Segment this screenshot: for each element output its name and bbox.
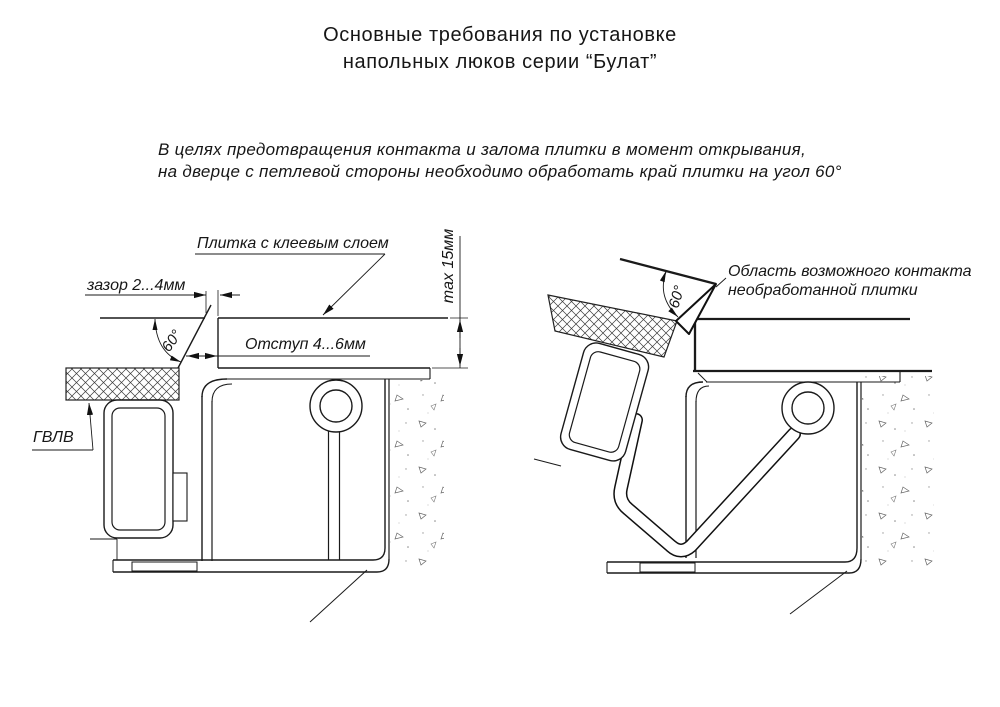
door-profile-inner — [112, 408, 165, 530]
label-tile-glue: Плитка с клеевым слоем — [197, 235, 389, 252]
frame-corner-arc — [202, 379, 227, 397]
label-offset: Отступ 4...6мм — [245, 336, 366, 353]
frame-flange-chamfer — [698, 373, 707, 382]
leader-tile-glue — [323, 254, 385, 315]
frame-bottom-corner-outer — [377, 559, 389, 572]
door-step-bracket — [173, 473, 187, 521]
frame-bottom-corner — [373, 548, 385, 560]
label-gap: зазор 2...4мм — [87, 277, 186, 294]
break-line — [790, 571, 847, 614]
note-line2: на дверце с петлевой стороны необходимо обработать край плитки на угол 60° — [158, 162, 842, 181]
frame-seat-plate — [132, 562, 197, 571]
leader-contact — [716, 278, 726, 287]
label-contact-line1: Область возможного контакта — [728, 263, 972, 280]
hinge-arm-fill — [620, 420, 794, 551]
leader-gvl — [89, 403, 93, 450]
hinge-circle-inner — [792, 392, 824, 424]
frame-corner-arc-inner — [212, 384, 232, 402]
door-tile-surface-line — [620, 259, 716, 284]
frame-seat-plate — [640, 563, 695, 572]
label-angle-right: 60° — [665, 283, 689, 311]
frame-bottom-corner — [845, 548, 857, 562]
gvl-hatch-block — [66, 368, 179, 400]
label-angle-left: 60° — [158, 326, 186, 356]
dim-angle-arrow — [660, 271, 666, 282]
note-line1: В целях предотвращения контакта и залома плитки в момент открывания, — [158, 140, 807, 159]
label-gvl: ГВЛВ — [33, 429, 74, 446]
label-contact-line2: необработанной плитки — [728, 282, 918, 299]
floor-edge-stub — [534, 459, 561, 466]
dim-angle-arrow — [170, 356, 181, 362]
break-line — [310, 570, 367, 622]
concrete-hatch-right — [862, 376, 934, 566]
right-section-view — [534, 259, 934, 614]
concrete-hatch-left — [390, 380, 444, 566]
drawing-title-line2: напольных люков серии “Булат” — [342, 51, 658, 73]
hinge-circle-inner — [320, 390, 352, 422]
frame-corner-arc-inner — [696, 386, 709, 402]
drawing-title-line1: Основные требования по установке — [323, 24, 677, 46]
label-max-height: max 15мм — [440, 228, 457, 304]
dim-angle-arrow — [153, 319, 158, 330]
